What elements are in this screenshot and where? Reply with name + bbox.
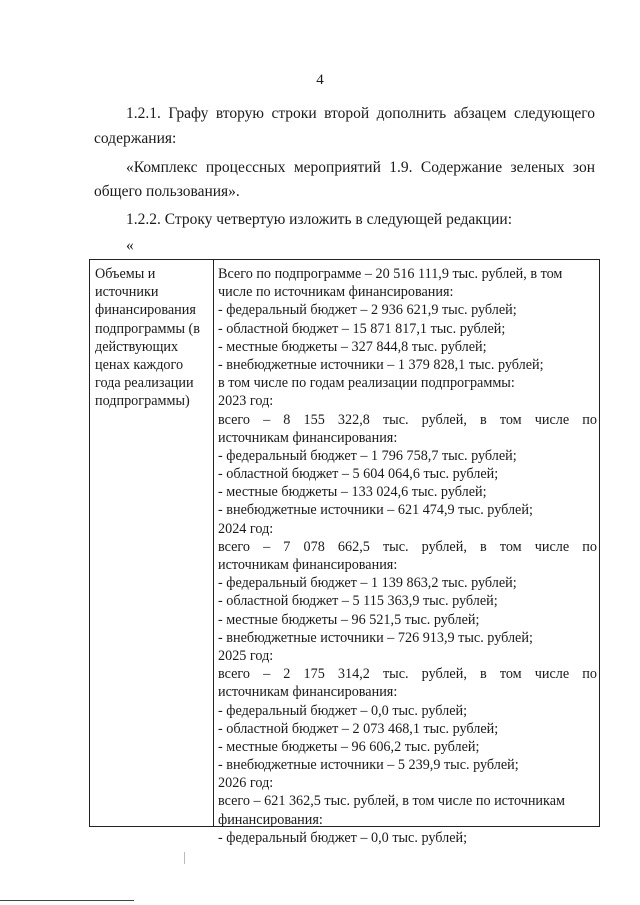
right-cell-line: - местные бюджеты – 96 521,5 тыс. рублей; [218,611,480,628]
opening-quote: « [126,237,134,254]
right-cell-line: - местные бюджеты – 96 606,2 тыс. рублей; [218,738,480,755]
right-cell-line: всего – 7 078 662,5 тыс. рублей, в том числе по [218,538,597,555]
right-cell-line: - внебюджетные источники – 726 913,9 тыс. рублей; [218,629,533,646]
paragraph-1-line-2: содержания: [94,130,177,147]
right-cell-line: - федеральный бюджет – 2 936 621,9 тыс. рублей; [218,302,517,319]
right-cell-line: 2026 год: [218,775,274,792]
right-cell-line: всего – 8 155 322,8 тыс. рублей, в том числе по [218,411,597,428]
right-cell-line: - внебюджетные источники – 5 239,9 тыс. рублей; [218,757,519,774]
left-cell-line: подпрограммы) [95,393,190,410]
paragraph-2-line-2: общего пользования». [94,183,240,200]
table-left-cell [95,265,210,411]
right-cell-line: - местные бюджеты – 133 024,6 тыс. рублей; [218,484,487,501]
right-cell-line: в том числе по годам реализации подпрограммы: [218,375,515,392]
right-cell-line: - федеральный бюджет – 1 139 863,2 тыс. рублей; [218,575,517,592]
right-cell-line: источникам финансирования: [218,557,398,573]
right-cell-line: финансирования: [218,811,323,828]
right-cell-line: - федеральный бюджет – 0,0 тыс. рублей; [218,702,468,719]
right-cell-line: - областной бюджет – 5 604 064,6 тыс. рублей; [218,466,499,483]
financing-table [89,259,600,846]
left-cell-line: Объемы и [95,266,156,282]
right-cell-line: всего – 2 175 314,2 тыс. рублей, в том числе по [218,666,597,683]
right-cell-line: - областной бюджет – 2 073 468,1 тыс. рублей; [218,720,499,737]
right-cell-line: 2024 год: [218,520,274,537]
page-number: 4 [316,72,324,88]
paragraph-2-line-1: «Комплекс процессных мероприятий 1.9. Содержание зеленых зон [126,159,595,176]
right-cell-line: - областной бюджет – 5 115 363,9 тыс. рублей; [218,593,498,610]
right-cell-line: - федеральный бюджет – 0,0 тыс. рублей; [218,829,468,846]
right-cell-line: источникам финансирования: [218,684,398,701]
right-cell-line: всего – 621 362,5 тыс. рублей, в том числе по источникам [218,793,565,810]
right-cell-line: - внебюджетные источники – 1 379 828,1 тыс. рублей; [218,356,544,373]
right-cell-line: источникам финансирования: [218,429,398,446]
right-cell-line: 2025 год: [218,647,274,664]
scan-artifact [184,852,185,864]
right-cell-line: 2023 год: [218,393,274,410]
paragraph-1-line-1: 1.2.1. Графу вторую строки второй дополнить абзацем следующего [126,105,595,122]
right-cell-line: - областной бюджет – 15 871 817,1 тыс. рублей; [218,320,506,337]
left-cell-line: ценах каждого [95,357,184,374]
footnote-rule [0,900,134,901]
left-cell-line: финансирования [95,302,196,319]
left-cell-line: подпрограммы (в [95,320,200,337]
left-cell-line: источники [95,284,159,301]
right-cell-line: - местные бюджеты – 327 844,8 тыс. рублей; [218,338,487,355]
table-column-divider [213,260,214,826]
paragraph-3: 1.2.2. Строку четвертую изложить в следующей редакции: [126,211,512,228]
right-cell-line: Всего по подпрограмме – 20 516 111,9 тыс. рублей, в том [218,266,563,282]
left-cell-line: года реализации [95,375,194,392]
table-right-cell [218,265,597,847]
left-cell-line: действующих [95,338,179,355]
right-cell-line: - федеральный бюджет – 1 796 758,7 тыс. рублей; [218,447,517,464]
right-cell-line: числе по источникам финансирования: [218,284,454,301]
right-cell-line: - внебюджетные источники – 621 474,9 тыс. рублей; [218,502,533,519]
